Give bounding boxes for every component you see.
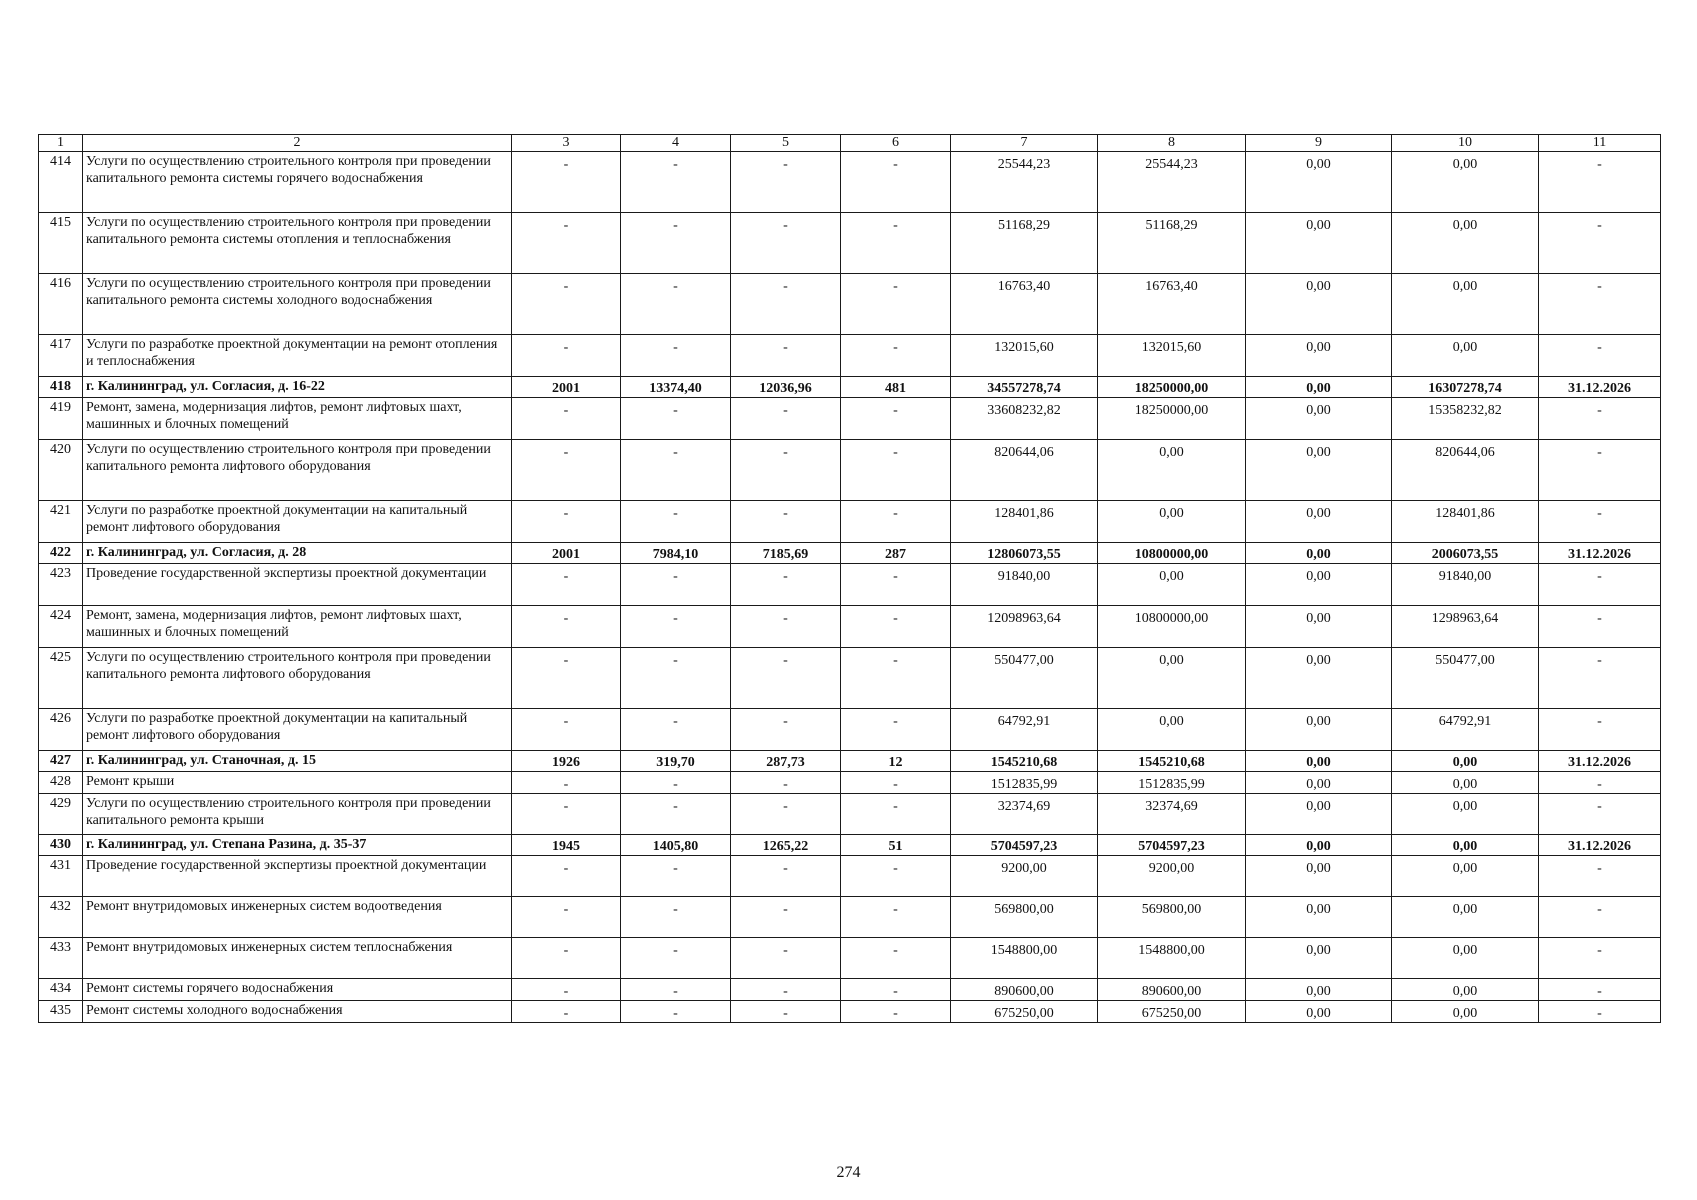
deadline-cell: - xyxy=(1539,152,1661,213)
year-cell: 1945 xyxy=(512,835,621,856)
work-row xyxy=(39,213,1661,274)
description-cell: г. Калининград, ул. Согласия, д. 28 xyxy=(83,543,512,564)
description-cell: Ремонт, замена, модернизация лифтов, ремонт лифтовых шахт, машинных и блочных помещений xyxy=(83,398,512,440)
living-area-cell: - xyxy=(731,398,841,440)
deadline-cell: - xyxy=(1539,564,1661,606)
owners-cost-cell: 2006073,55 xyxy=(1392,543,1539,564)
work-row xyxy=(39,501,1661,543)
budget-cost-cell: 0,00 xyxy=(1246,751,1392,772)
fund-cost-cell: 18250000,00 xyxy=(1098,377,1246,398)
row-number-cell: 425 xyxy=(39,648,83,709)
column-number: 6 xyxy=(841,135,951,152)
total-cost-cell: 890600,00 xyxy=(951,979,1098,1001)
total-area-cell: - xyxy=(621,606,731,648)
row-number-cell: 414 xyxy=(39,152,83,213)
fund-cost-cell: 25544,23 xyxy=(1098,152,1246,213)
living-area-cell: - xyxy=(731,606,841,648)
year-cell: - xyxy=(512,856,621,897)
budget-cost-cell: 0,00 xyxy=(1246,440,1392,501)
fund-cost-cell: 890600,00 xyxy=(1098,979,1246,1001)
total-cost-cell: 34557278,74 xyxy=(951,377,1098,398)
column-number: 3 xyxy=(512,135,621,152)
year-cell: - xyxy=(512,1001,621,1023)
work-row xyxy=(39,398,1661,440)
deadline-cell: - xyxy=(1539,772,1661,794)
living-area-cell: - xyxy=(731,213,841,274)
work-row xyxy=(39,335,1661,377)
description-cell: Ремонт, замена, модернизация лифтов, ремонт лифтовых шахт, машинных и блочных помещений xyxy=(83,606,512,648)
total-area-cell: - xyxy=(621,1001,731,1023)
works-table xyxy=(38,134,1661,1023)
living-area-cell: - xyxy=(731,979,841,1001)
deadline-cell: - xyxy=(1539,335,1661,377)
living-area-cell: 12036,96 xyxy=(731,377,841,398)
owners-cost-cell: 1298963,64 xyxy=(1392,606,1539,648)
residents-cell: 481 xyxy=(841,377,951,398)
living-area-cell: - xyxy=(731,938,841,979)
budget-cost-cell: 0,00 xyxy=(1246,152,1392,213)
total-area-cell: - xyxy=(621,897,731,938)
description-cell: Услуги по осуществлению строительного контроля при проведении капитального ремонта системы отопления и теплоснабжения xyxy=(83,213,512,274)
owners-cost-cell: 0,00 xyxy=(1392,751,1539,772)
living-area-cell: 287,73 xyxy=(731,751,841,772)
total-area-cell: - xyxy=(621,709,731,751)
year-cell: - xyxy=(512,152,621,213)
living-area-cell: - xyxy=(731,772,841,794)
living-area-cell: 7185,69 xyxy=(731,543,841,564)
living-area-cell: - xyxy=(731,335,841,377)
total-area-cell: - xyxy=(621,979,731,1001)
deadline-cell: - xyxy=(1539,979,1661,1001)
column-number: 1 xyxy=(39,135,83,152)
residents-cell: - xyxy=(841,335,951,377)
total-area-cell: - xyxy=(621,213,731,274)
work-row xyxy=(39,856,1661,897)
page-number: 274 xyxy=(836,1164,861,1181)
fund-cost-cell: 1548800,00 xyxy=(1098,938,1246,979)
fund-cost-cell: 0,00 xyxy=(1098,648,1246,709)
fund-cost-cell: 675250,00 xyxy=(1098,1001,1246,1023)
deadline-cell: 31.12.2026 xyxy=(1539,835,1661,856)
fund-cost-cell: 132015,60 xyxy=(1098,335,1246,377)
total-cost-cell: 91840,00 xyxy=(951,564,1098,606)
description-cell: Услуги по осуществлению строительного контроля при проведении капитального ремонта системы горячего водоснабжения xyxy=(83,152,512,213)
living-area-cell: - xyxy=(731,856,841,897)
year-cell: - xyxy=(512,440,621,501)
budget-cost-cell: 0,00 xyxy=(1246,398,1392,440)
fund-cost-cell: 32374,69 xyxy=(1098,794,1246,835)
residents-cell: - xyxy=(841,398,951,440)
column-number: 8 xyxy=(1098,135,1246,152)
column-number: 11 xyxy=(1539,135,1661,152)
work-row xyxy=(39,274,1661,335)
row-number-cell: 420 xyxy=(39,440,83,501)
fund-cost-cell: 0,00 xyxy=(1098,440,1246,501)
residents-cell: - xyxy=(841,648,951,709)
budget-cost-cell: 0,00 xyxy=(1246,938,1392,979)
living-area-cell: - xyxy=(731,152,841,213)
residents-cell: - xyxy=(841,606,951,648)
residents-cell: - xyxy=(841,564,951,606)
living-area-cell: - xyxy=(731,1001,841,1023)
year-cell: 2001 xyxy=(512,543,621,564)
year-cell: - xyxy=(512,897,621,938)
owners-cost-cell: 0,00 xyxy=(1392,794,1539,835)
total-area-cell: - xyxy=(621,501,731,543)
budget-cost-cell: 0,00 xyxy=(1246,1001,1392,1023)
budget-cost-cell: 0,00 xyxy=(1246,856,1392,897)
column-number: 7 xyxy=(951,135,1098,152)
description-cell: Услуги по разработке проектной документации на капитальный ремонт лифтового оборудования xyxy=(83,501,512,543)
row-number-cell: 421 xyxy=(39,501,83,543)
deadline-cell: - xyxy=(1539,938,1661,979)
fund-cost-cell: 9200,00 xyxy=(1098,856,1246,897)
total-cost-cell: 1548800,00 xyxy=(951,938,1098,979)
description-cell: Услуги по осуществлению строительного контроля при проведении капитального ремонта лифтового оборудования xyxy=(83,440,512,501)
living-area-cell: - xyxy=(731,709,841,751)
residents-cell: - xyxy=(841,213,951,274)
column-number: 2 xyxy=(83,135,512,152)
description-cell: г. Калининград, ул. Станочная, д. 15 xyxy=(83,751,512,772)
residents-cell: - xyxy=(841,979,951,1001)
residents-cell: 287 xyxy=(841,543,951,564)
budget-cost-cell: 0,00 xyxy=(1246,648,1392,709)
owners-cost-cell: 820644,06 xyxy=(1392,440,1539,501)
deadline-cell: - xyxy=(1539,794,1661,835)
table-body xyxy=(39,135,1661,1023)
deadline-cell: - xyxy=(1539,440,1661,501)
living-area-cell: - xyxy=(731,274,841,335)
work-row xyxy=(39,979,1661,1001)
deadline-cell: - xyxy=(1539,709,1661,751)
owners-cost-cell: 0,00 xyxy=(1392,938,1539,979)
year-cell: - xyxy=(512,398,621,440)
living-area-cell: - xyxy=(731,501,841,543)
total-cost-cell: 12806073,55 xyxy=(951,543,1098,564)
fund-cost-cell: 16763,40 xyxy=(1098,274,1246,335)
deadline-cell: 31.12.2026 xyxy=(1539,751,1661,772)
residents-cell: - xyxy=(841,709,951,751)
total-cost-cell: 550477,00 xyxy=(951,648,1098,709)
description-cell: Услуги по осуществлению строительного контроля при проведении капитального ремонта системы холодного водоснабжения xyxy=(83,274,512,335)
total-cost-cell: 675250,00 xyxy=(951,1001,1098,1023)
total-cost-cell: 9200,00 xyxy=(951,856,1098,897)
total-area-cell: - xyxy=(621,938,731,979)
description-cell: г. Калининград, ул. Степана Разина, д. 35-37 xyxy=(83,835,512,856)
row-number-cell: 415 xyxy=(39,213,83,274)
residents-cell: - xyxy=(841,274,951,335)
deadline-cell: - xyxy=(1539,897,1661,938)
residents-cell: 12 xyxy=(841,751,951,772)
row-number-cell: 422 xyxy=(39,543,83,564)
description-cell: Ремонт внутридомовых инженерных систем водоотведения xyxy=(83,897,512,938)
total-cost-cell: 32374,69 xyxy=(951,794,1098,835)
row-number-cell: 426 xyxy=(39,709,83,751)
work-row xyxy=(39,606,1661,648)
living-area-cell: 1265,22 xyxy=(731,835,841,856)
building-row xyxy=(39,835,1661,856)
budget-cost-cell: 0,00 xyxy=(1246,501,1392,543)
owners-cost-cell: 0,00 xyxy=(1392,335,1539,377)
residents-cell: 51 xyxy=(841,835,951,856)
row-number-cell: 433 xyxy=(39,938,83,979)
total-area-cell: - xyxy=(621,564,731,606)
fund-cost-cell: 10800000,00 xyxy=(1098,543,1246,564)
owners-cost-cell: 0,00 xyxy=(1392,772,1539,794)
budget-cost-cell: 0,00 xyxy=(1246,274,1392,335)
total-area-cell: - xyxy=(621,856,731,897)
living-area-cell: - xyxy=(731,794,841,835)
description-cell: Проведение государственной экспертизы проектной документации xyxy=(83,856,512,897)
fund-cost-cell: 1545210,68 xyxy=(1098,751,1246,772)
year-cell: - xyxy=(512,938,621,979)
total-area-cell: 319,70 xyxy=(621,751,731,772)
description-cell: Проведение государственной экспертизы проектной документации xyxy=(83,564,512,606)
total-area-cell: - xyxy=(621,274,731,335)
work-row xyxy=(39,709,1661,751)
description-cell: Услуги по осуществлению строительного контроля при проведении капитального ремонта крыши xyxy=(83,794,512,835)
work-row xyxy=(39,938,1661,979)
budget-cost-cell: 0,00 xyxy=(1246,835,1392,856)
residents-cell: - xyxy=(841,1001,951,1023)
total-cost-cell: 16763,40 xyxy=(951,274,1098,335)
deadline-cell: - xyxy=(1539,501,1661,543)
fund-cost-cell: 0,00 xyxy=(1098,501,1246,543)
fund-cost-cell: 569800,00 xyxy=(1098,897,1246,938)
description-cell: Ремонт системы горячего водоснабжения xyxy=(83,979,512,1001)
year-cell: - xyxy=(512,564,621,606)
building-row xyxy=(39,543,1661,564)
total-area-cell: - xyxy=(621,335,731,377)
work-row xyxy=(39,1001,1661,1023)
row-number-cell: 424 xyxy=(39,606,83,648)
row-number-cell: 427 xyxy=(39,751,83,772)
row-number-cell: 423 xyxy=(39,564,83,606)
deadline-cell: - xyxy=(1539,606,1661,648)
total-cost-cell: 820644,06 xyxy=(951,440,1098,501)
row-number-cell: 431 xyxy=(39,856,83,897)
living-area-cell: - xyxy=(731,440,841,501)
budget-cost-cell: 0,00 xyxy=(1246,772,1392,794)
row-number-cell: 432 xyxy=(39,897,83,938)
year-cell: - xyxy=(512,772,621,794)
year-cell: - xyxy=(512,606,621,648)
owners-cost-cell: 0,00 xyxy=(1392,274,1539,335)
year-cell: - xyxy=(512,648,621,709)
deadline-cell: - xyxy=(1539,398,1661,440)
column-number: 10 xyxy=(1392,135,1539,152)
column-number: 5 xyxy=(731,135,841,152)
year-cell: 1926 xyxy=(512,751,621,772)
column-number-row xyxy=(39,135,1661,152)
budget-cost-cell: 0,00 xyxy=(1246,543,1392,564)
residents-cell: - xyxy=(841,938,951,979)
year-cell: - xyxy=(512,501,621,543)
work-row xyxy=(39,772,1661,794)
owners-cost-cell: 0,00 xyxy=(1392,979,1539,1001)
total-cost-cell: 64792,91 xyxy=(951,709,1098,751)
fund-cost-cell: 1512835,99 xyxy=(1098,772,1246,794)
residents-cell: - xyxy=(841,772,951,794)
year-cell: - xyxy=(512,213,621,274)
work-row xyxy=(39,440,1661,501)
budget-cost-cell: 0,00 xyxy=(1246,213,1392,274)
deadline-cell: - xyxy=(1539,856,1661,897)
row-number-cell: 417 xyxy=(39,335,83,377)
fund-cost-cell: 0,00 xyxy=(1098,709,1246,751)
budget-cost-cell: 0,00 xyxy=(1246,377,1392,398)
year-cell: - xyxy=(512,335,621,377)
total-area-cell: - xyxy=(621,794,731,835)
building-row xyxy=(39,377,1661,398)
description-cell: г. Калининград, ул. Согласия, д. 16-22 xyxy=(83,377,512,398)
deadline-cell: 31.12.2026 xyxy=(1539,543,1661,564)
row-number-cell: 430 xyxy=(39,835,83,856)
deadline-cell: - xyxy=(1539,648,1661,709)
row-number-cell: 418 xyxy=(39,377,83,398)
year-cell: - xyxy=(512,794,621,835)
row-number-cell: 434 xyxy=(39,979,83,1001)
total-cost-cell: 132015,60 xyxy=(951,335,1098,377)
owners-cost-cell: 128401,86 xyxy=(1392,501,1539,543)
row-number-cell: 429 xyxy=(39,794,83,835)
total-cost-cell: 25544,23 xyxy=(951,152,1098,213)
owners-cost-cell: 16307278,74 xyxy=(1392,377,1539,398)
work-row xyxy=(39,564,1661,606)
column-number: 9 xyxy=(1246,135,1392,152)
total-cost-cell: 128401,86 xyxy=(951,501,1098,543)
residents-cell: - xyxy=(841,794,951,835)
year-cell: - xyxy=(512,709,621,751)
owners-cost-cell: 0,00 xyxy=(1392,213,1539,274)
budget-cost-cell: 0,00 xyxy=(1246,794,1392,835)
work-row xyxy=(39,152,1661,213)
budget-cost-cell: 0,00 xyxy=(1246,564,1392,606)
total-cost-cell: 5704597,23 xyxy=(951,835,1098,856)
total-area-cell: - xyxy=(621,152,731,213)
total-area-cell: 1405,80 xyxy=(621,835,731,856)
budget-cost-cell: 0,00 xyxy=(1246,897,1392,938)
row-number-cell: 416 xyxy=(39,274,83,335)
residents-cell: - xyxy=(841,440,951,501)
description-cell: Ремонт внутридомовых инженерных систем теплоснабжения xyxy=(83,938,512,979)
living-area-cell: - xyxy=(731,648,841,709)
owners-cost-cell: 0,00 xyxy=(1392,1001,1539,1023)
total-area-cell: - xyxy=(621,398,731,440)
column-number: 4 xyxy=(621,135,731,152)
fund-cost-cell: 51168,29 xyxy=(1098,213,1246,274)
row-number-cell: 428 xyxy=(39,772,83,794)
description-cell: Услуги по осуществлению строительного контроля при проведении капитального ремонта лифтового оборудования xyxy=(83,648,512,709)
total-cost-cell: 1512835,99 xyxy=(951,772,1098,794)
living-area-cell: - xyxy=(731,564,841,606)
owners-cost-cell: 0,00 xyxy=(1392,856,1539,897)
residents-cell: - xyxy=(841,897,951,938)
total-area-cell: - xyxy=(621,440,731,501)
owners-cost-cell: 0,00 xyxy=(1392,897,1539,938)
living-area-cell: - xyxy=(731,897,841,938)
budget-cost-cell: 0,00 xyxy=(1246,606,1392,648)
total-cost-cell: 12098963,64 xyxy=(951,606,1098,648)
owners-cost-cell: 15358232,82 xyxy=(1392,398,1539,440)
budget-cost-cell: 0,00 xyxy=(1246,709,1392,751)
fund-cost-cell: 0,00 xyxy=(1098,564,1246,606)
total-area-cell: - xyxy=(621,648,731,709)
row-number-cell: 435 xyxy=(39,1001,83,1023)
owners-cost-cell: 550477,00 xyxy=(1392,648,1539,709)
fund-cost-cell: 5704597,23 xyxy=(1098,835,1246,856)
fund-cost-cell: 10800000,00 xyxy=(1098,606,1246,648)
budget-cost-cell: 0,00 xyxy=(1246,335,1392,377)
year-cell: 2001 xyxy=(512,377,621,398)
total-area-cell: 13374,40 xyxy=(621,377,731,398)
building-row xyxy=(39,751,1661,772)
fund-cost-cell: 18250000,00 xyxy=(1098,398,1246,440)
year-cell: - xyxy=(512,979,621,1001)
work-row xyxy=(39,897,1661,938)
total-cost-cell: 33608232,82 xyxy=(951,398,1098,440)
owners-cost-cell: 0,00 xyxy=(1392,835,1539,856)
total-cost-cell: 569800,00 xyxy=(951,897,1098,938)
owners-cost-cell: 91840,00 xyxy=(1392,564,1539,606)
work-row xyxy=(39,794,1661,835)
description-cell: Ремонт крыши xyxy=(83,772,512,794)
residents-cell: - xyxy=(841,152,951,213)
total-cost-cell: 51168,29 xyxy=(951,213,1098,274)
deadline-cell: - xyxy=(1539,274,1661,335)
year-cell: - xyxy=(512,274,621,335)
residents-cell: - xyxy=(841,501,951,543)
description-cell: Ремонт системы холодного водоснабжения xyxy=(83,1001,512,1023)
description-cell: Услуги по разработке проектной документации на капитальный ремонт лифтового оборудования xyxy=(83,709,512,751)
budget-cost-cell: 0,00 xyxy=(1246,979,1392,1001)
deadline-cell: 31.12.2026 xyxy=(1539,377,1661,398)
deadline-cell: - xyxy=(1539,213,1661,274)
owners-cost-cell: 0,00 xyxy=(1392,152,1539,213)
deadline-cell: - xyxy=(1539,1001,1661,1023)
total-area-cell: - xyxy=(621,772,731,794)
work-row xyxy=(39,648,1661,709)
total-area-cell: 7984,10 xyxy=(621,543,731,564)
row-number-cell: 419 xyxy=(39,398,83,440)
residents-cell: - xyxy=(841,856,951,897)
owners-cost-cell: 64792,91 xyxy=(1392,709,1539,751)
description-cell: Услуги по разработке проектной документации на ремонт отопления и теплоснабжения xyxy=(83,335,512,377)
total-cost-cell: 1545210,68 xyxy=(951,751,1098,772)
